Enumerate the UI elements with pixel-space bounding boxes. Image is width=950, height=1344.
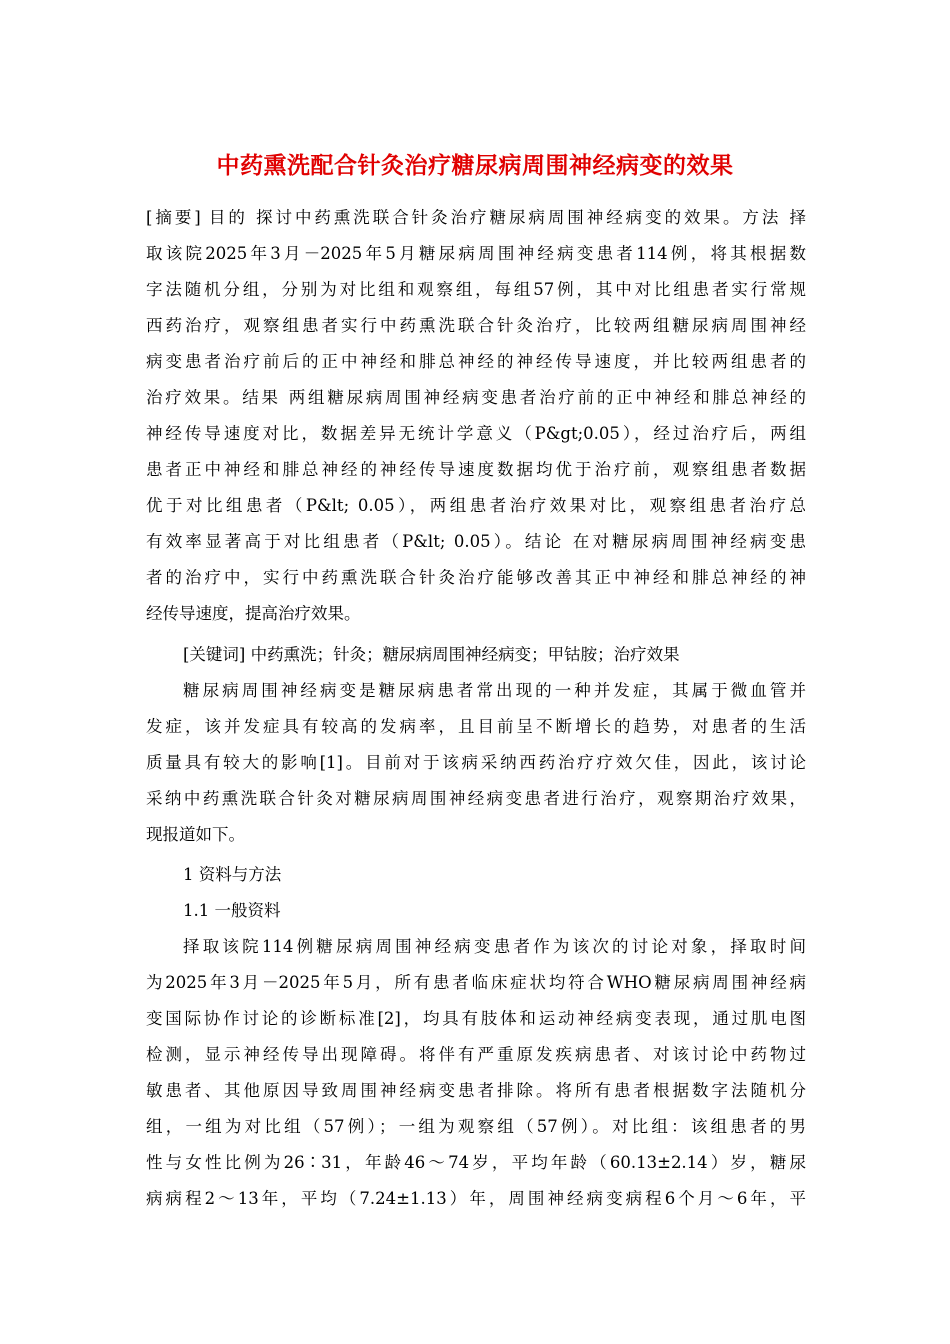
- abstract-line: 字法随机分组，分别为对比组和观察组，每组57例，其中对比组患者实行常规: [146, 280, 806, 299]
- abstract-line: 取该院2025年3月－2025年5月糖尿病周围神经病变患者114例，将其根据数: [146, 244, 806, 263]
- abstract-line: 西药治疗，观察组患者实行中药熏洗联合针灸治疗，比较两组糖尿病周围神经: [146, 316, 806, 335]
- paragraph-line: 病病程2～13年，平均（7.24±1.13）年，周围神经病变病程6个月～6年，平: [146, 1189, 806, 1208]
- section-heading: 1 资料与方法: [183, 865, 282, 884]
- paragraph-line: 择取该院114例糖尿病周围神经病变患者作为该次的讨论对象，择取时间: [183, 937, 806, 956]
- document-title: 中药熏洗配合针灸治疗糖尿病周围神经病变的效果: [216, 153, 734, 179]
- paragraph-line: 性与女性比例为26∶31，年龄46～74岁，平均年龄（60.13±2.14）岁，糖尿: [146, 1153, 806, 1172]
- abstract-line: 经传导速度，提高治疗效果。: [146, 604, 361, 623]
- abstract-line: [摘要] 目的 探讨中药熏洗联合针灸治疗糖尿病周围神经病变的效果。方法 择: [146, 208, 806, 227]
- paragraph-line: 敏患者、其他原因导致周围神经病变患者排除。将所有患者根据数字法随机分: [146, 1081, 806, 1100]
- abstract-line: 神经传导速度对比，数据差异无统计学意义（P&gt;0.05），经过治疗后，两组: [146, 424, 806, 443]
- paragraph-line: 糖尿病周围神经病变是糖尿病患者常出现的一种并发症，其属于微血管并: [183, 681, 806, 700]
- paragraph-line: 发症，该并发症具有较高的发病率，且目前呈不断增长的趋势，对患者的生活: [146, 717, 806, 736]
- paragraph-line: 采纳中药熏洗联合针灸对糖尿病周围神经病变患者进行治疗，观察期治疗效果，: [146, 789, 806, 808]
- paragraph-line: 现报道如下。: [146, 825, 245, 844]
- paragraph-line: 质量具有较大的影响[1]。目前对于该病采纳西药治疗疗效欠佳，因此，该讨论: [146, 753, 806, 772]
- paragraph-line: 检测，显示神经传导出现障碍。将伴有严重原发疾病患者、对该讨论中药物过: [146, 1045, 806, 1064]
- abstract-line: 者的治疗中，实行中药熏洗联合针灸治疗能够改善其正中神经和腓总神经的神: [146, 568, 806, 587]
- paragraph-line: 变国际协作讨论的诊断标准[2]，均具有肢体和运动神经病变表现，通过肌电图: [146, 1009, 806, 1028]
- abstract-line: 治疗效果。结果 两组糖尿病周围神经病变患者治疗前的正中神经和腓总神经的: [146, 388, 806, 407]
- abstract-line: 患者正中神经和腓总神经的神经传导速度数据均优于治疗前，观察组患者数据: [146, 460, 806, 479]
- keywords-line: [关键词] 中药熏洗；针灸；糖尿病周围神经病变；甲钴胺；治疗效果: [183, 645, 680, 664]
- paragraph-line: 为2025年3月－2025年5月，所有患者临床症状均符合WHO糖尿病周围神经病: [146, 973, 806, 992]
- abstract-line: 有效率显著高于对比组患者（P&lt; 0.05）。结论 在对糖尿病周围神经病变患: [146, 532, 806, 551]
- paragraph-line: 组，一组为对比组（57例）；一组为观察组（57例）。对比组：该组患者的男: [146, 1117, 806, 1136]
- subsection-heading: 1.1 一般资料: [183, 901, 281, 920]
- abstract-line: 病变患者治疗前后的正中神经和腓总神经的神经传导速度，并比较两组患者的: [146, 352, 806, 371]
- abstract-line: 优于对比组患者（P&lt; 0.05），两组患者治疗效果对比，观察组患者治疗总: [146, 496, 806, 515]
